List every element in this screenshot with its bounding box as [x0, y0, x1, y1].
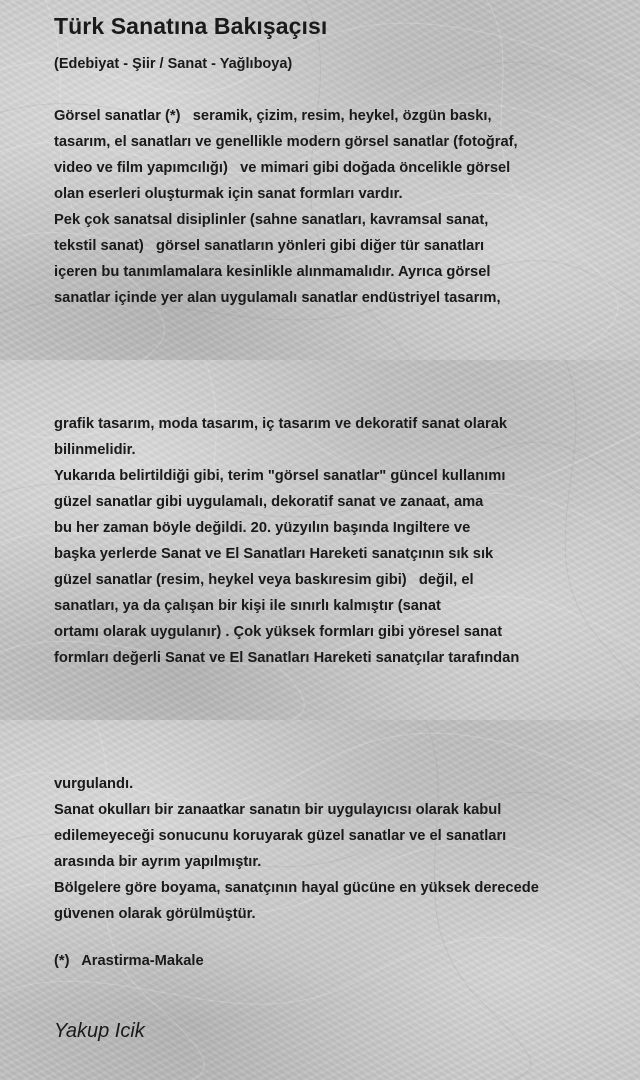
body-paragraph-2: grafik tasarım, moda tasarım, iç tasarım ve dekoratif sanat olarak bilinmelidir. Yukarıda belirtildiği gibi, terim "görsel sanatlar" güncel kullanımı güzel sanatlar gibi uygulamalı, dekoratif sanat ve zanaat, ama bu her zaman böyle değildi. 20. yüzyılın başında Ingiltere ve başka yerlerde Sanat ve El Sanatları Hareketi sanatçının sık sık güzel sanatlar (resim, heykel veya baskıresim gibi) değil, el sanatları, ya da çalışan bir kişi ile sınırlı kalmıştır (sanat ortamı olarak uygulanır) . Çok yüksek formları gibi yöresel sanat formları değerli Sanat ve El Sanatları Hareketi sanatçılar tarafından [54, 416, 520, 666]
category-subtitle: (Edebiyat - Şiir / Sanat - Yağlıboya) [54, 56, 293, 72]
page-title: Türk Sanatına Bakışaçısı [54, 13, 328, 39]
body-paragraph-3: vurgulandı. Sanat okulları bir zanaatkar sanatın bir uygulayıcısı olarak kabul edilemeyeceği sonucunu koruyarak güzel sanatlar ve el sanatları arasında bir ayrım yapılmıştır. Bölgelere göre boyama, sanatçının hayal gücüne en yüksek derecede güvenen olarak görülmüştür. [54, 776, 539, 922]
footnote: (*) Arastirma-Makale [54, 953, 204, 969]
body-paragraph-1: Görsel sanatlar (*) seramik, çizim, resim, heykel, özgün baskı, tasarım, el sanatları ve genellikle modern görsel sanatlar (fotoğraf, video ve film yapımcılığı) ve mimari gibi doğada öncelikle görsel olan eserleri oluşturmak için sanat formları vardır. Pek çok sanatsal disiplinler (sahne sanatları, kavramsal sanat, tekstil sanat) görsel sanatların yönleri gibi diğer tür sanatları içeren bu tanımlamalara kesinlikle alınmamalıdır. Ayrıca görsel sanatlar içinde yer alan uygulamalı sanatlar endüstriyel tasarım, [54, 108, 518, 306]
author-signature: Yakup Icik [54, 1020, 145, 1042]
